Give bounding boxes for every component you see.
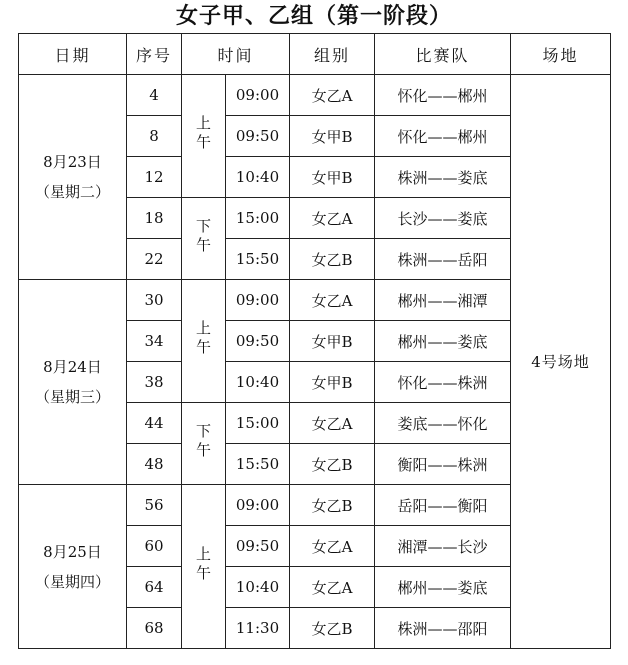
header-date: 日期 (19, 34, 127, 75)
period-cell (182, 403, 226, 485)
match-weekday: （星期二） (34, 183, 110, 201)
match-group: 女乙A (290, 403, 375, 444)
match-time: 09:00 (226, 280, 290, 321)
period-cell (182, 280, 226, 403)
match-weekday: （星期三） (34, 388, 110, 406)
match-time: 15:50 (226, 239, 290, 280)
match-time: 10:40 (226, 157, 290, 198)
match-teams: 岳阳——衡阳 (375, 485, 511, 526)
match-teams: 株洲——邵阳 (375, 608, 511, 649)
period-label: 上午 (194, 320, 212, 358)
match-teams: 株洲——岳阳 (375, 239, 511, 280)
match-time: 09:00 (226, 485, 290, 526)
match-no: 34 (127, 321, 182, 362)
match-time: 15:00 (226, 403, 290, 444)
match-time: 09:50 (226, 526, 290, 567)
match-teams: 郴州——娄底 (375, 567, 511, 608)
match-time: 09:00 (226, 75, 290, 116)
match-teams: 娄底——怀化 (375, 403, 511, 444)
match-no: 12 (127, 157, 182, 198)
match-group: 女乙A (290, 198, 375, 239)
venue-cell: 4号场地 (511, 75, 611, 649)
match-group: 女乙A (290, 526, 375, 567)
header-teams: 比赛队 (375, 34, 511, 75)
match-group: 女乙A (290, 75, 375, 116)
match-no: 44 (127, 403, 182, 444)
match-teams: 郴州——娄底 (375, 321, 511, 362)
header-group: 组别 (290, 34, 375, 75)
match-teams: 怀化——郴州 (375, 116, 511, 157)
period-cell (182, 485, 226, 649)
match-no: 68 (127, 608, 182, 649)
match-no: 64 (127, 567, 182, 608)
period-label: 上午 (194, 115, 212, 153)
match-date: 8月23日 (43, 153, 102, 171)
match-time: 11:30 (226, 608, 290, 649)
match-no: 56 (127, 485, 182, 526)
match-no: 4 (127, 75, 182, 116)
match-no: 22 (127, 239, 182, 280)
header-no: 序号 (127, 34, 182, 75)
match-group: 女乙A (290, 567, 375, 608)
header-venue: 场地 (511, 34, 611, 75)
match-group: 女甲B (290, 321, 375, 362)
match-group: 女甲B (290, 116, 375, 157)
match-group: 女甲B (290, 362, 375, 403)
match-time: 10:40 (226, 567, 290, 608)
match-group: 女乙B (290, 485, 375, 526)
schedule-body (19, 75, 611, 649)
match-group: 女乙B (290, 608, 375, 649)
match-time: 15:50 (226, 444, 290, 485)
match-weekday: （星期四） (34, 572, 110, 591)
table-row (19, 75, 611, 116)
match-teams: 郴州——湘潭 (375, 280, 511, 321)
period-cell (182, 75, 226, 198)
header-time: 时间 (182, 34, 290, 75)
match-time: 10:40 (226, 362, 290, 403)
period-label: 下午 (194, 422, 212, 461)
match-no: 18 (127, 198, 182, 239)
match-no: 30 (127, 280, 182, 321)
match-date: 8月25日 (43, 542, 102, 561)
match-no: 8 (127, 116, 182, 157)
match-teams: 衡阳——株洲 (375, 444, 511, 485)
date-cell (19, 485, 127, 649)
date-cell (19, 75, 127, 280)
match-group: 女乙B (290, 444, 375, 485)
match-group: 女甲B (290, 157, 375, 198)
match-teams: 湘潭——长沙 (375, 526, 511, 567)
match-time: 15:00 (226, 198, 290, 239)
match-teams: 怀化——株洲 (375, 362, 511, 403)
match-time: 09:50 (226, 116, 290, 157)
match-teams: 怀化——郴州 (375, 75, 511, 116)
match-no: 38 (127, 362, 182, 403)
schedule-table (18, 33, 611, 649)
match-group: 女乙A (290, 280, 375, 321)
header-row (19, 34, 611, 75)
period-label: 上午 (194, 545, 212, 584)
date-cell (19, 280, 127, 485)
match-time: 09:50 (226, 321, 290, 362)
match-group: 女乙B (290, 239, 375, 280)
match-teams: 长沙——娄底 (375, 198, 511, 239)
match-no: 48 (127, 444, 182, 485)
period-cell (182, 198, 226, 280)
match-date: 8月24日 (43, 358, 102, 376)
page-title: 女子甲、乙组（第一阶段） (175, 4, 452, 29)
period-label: 下午 (194, 217, 212, 256)
match-teams: 株洲——娄底 (375, 157, 511, 198)
match-no: 60 (127, 526, 182, 567)
